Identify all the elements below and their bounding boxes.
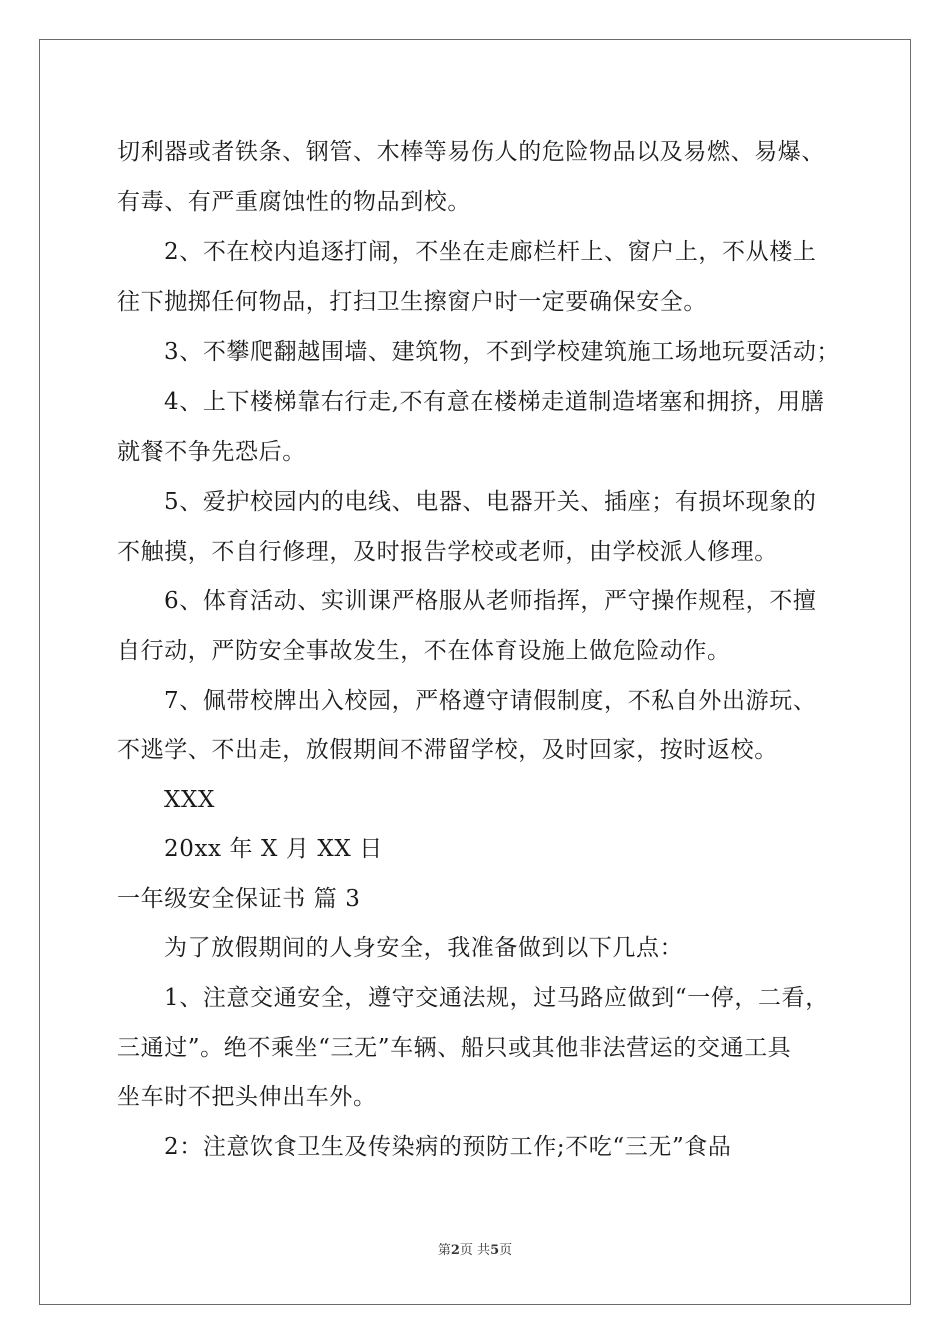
item-5-line-2: 不触摸，不自行修理，及时报告学校或老师，由学校派人修理。 [117,539,778,565]
signature-date: 20xx 年 X 月 XX 日 [164,836,383,862]
item-6-line-2: 自行动，严防安全事故发生，不在体育设施上做危险动作。 [117,638,731,664]
footer-page-number: 2 [450,1243,460,1258]
item-4-line-1: 4、上下楼梯靠右行走,不有意在楼梯走道制造堵塞和拥挤，用膳 [164,389,825,415]
footer-middle: 页 共 [459,1243,491,1258]
item-5-line-1: 5、爱护校园内的电线、电器、电器开关、插座；有损坏现象的 [164,489,817,515]
footer-prefix: 第 [437,1243,451,1258]
item-6-line-1: 6、体育活动、实训课严格服从老师指挥，严守操作规程，不擅 [164,588,817,614]
signature-name: XXX [164,787,215,813]
footer-total-pages: 5 [490,1243,500,1258]
item-7-line-1: 7、佩带校牌出入校园，严格遵守请假制度，不私自外出游玩、 [164,688,817,714]
point-2-line-1: 2：注意饮食卫生及传染病的预防工作;不吃“三无”食品 [164,1134,732,1160]
item-3-line-1: 3、不攀爬翻越围墙、建筑物，不到学校建筑施工场地玩耍活动； [164,339,841,365]
point-1-line-1: 1、注意交通安全，遵守交通法规，过马路应做到“一停，二看， [164,985,829,1011]
point-1-line-2: 三通过”。绝不乘坐“三无”车辆、船只或其他非法营运的交通工具 [117,1035,792,1061]
section-heading: 一年级安全保证书 篇 3 [117,886,361,912]
item-4-line-2: 就餐不争先恐后。 [117,439,306,465]
point-1-line-3: 坐车时不把头伸出车外。 [117,1084,377,1110]
intro-line: 为了放假期间的人身安全，我准备做到以下几点： [164,935,684,961]
item-7-line-2: 不逃学、不出走，放假期间不滞留学校，及时回家，按时返校。 [117,737,778,763]
page-footer [0,1243,950,1259]
body-line-1: 切利器或者铁条、钢管、木棒等易伤人的危险物品以及易燃、易爆、 [117,139,825,165]
body-line-2: 有毒、有严重腐蚀性的物品到校。 [117,189,471,215]
item-2-line-1: 2、不在校内追逐打闹，不坐在走廊栏杆上、窗户上，不从楼上 [164,239,817,265]
page-frame [39,39,911,1305]
footer-suffix: 页 [499,1243,513,1258]
item-2-line-2: 往下抛掷任何物品，打扫卫生擦窗户时一定要确保安全。 [117,289,707,315]
